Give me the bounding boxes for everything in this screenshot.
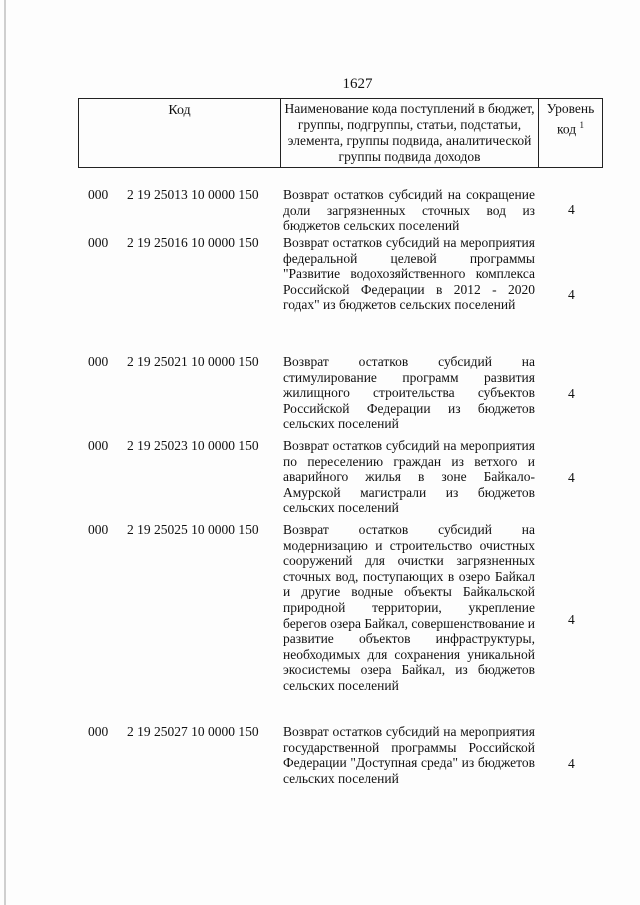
row-code: 2 19 25025 10 0000 150: [127, 522, 259, 537]
row-code: 2 19 25016 10 0000 150: [127, 235, 259, 250]
header-code: Код: [79, 99, 281, 167]
row-description: Возврат остатков субсидий на модернизацию и строительство очистных сооружений для очистки загрязненных сточных вод, поступающих в озеро Байкал и другие водные объекты Байкальской природной территории, укрепление берегов озера Байкал, совершенствование и развитие объектов инфраструктуры, необходимых для сохранения уникальной экосистемы озера Байкал, из бюджетов сельских поселений: [283, 522, 535, 693]
row-description: Возврат остатков субсидий на мероприятия государственной программы Российской Федерации "Доступная среда" из бюджетов сельских поселений: [283, 724, 535, 786]
row-prefix: 000: [88, 522, 109, 537]
row-code: 2 19 25027 10 0000 150: [127, 724, 259, 739]
row-level: 4: [568, 470, 575, 485]
row-description: Возврат остатков субсидий на мероприятия федеральной целевой программы "Развитие водохозяйственного комплекса Российской Федерации в 2012 - 2020 годах" из бюджетов сельских поселений: [283, 235, 535, 313]
row-code: 2 19 25023 10 0000 150: [127, 438, 259, 453]
row-code: 2 19 25013 10 0000 150: [127, 187, 259, 202]
row-description: Возврат остатков субсидий на мероприятия по переселению граждан из ветхого и аварийного жилья в зоне Байкало-Амурской магистрали из бюджетов сельских поселений: [283, 438, 535, 516]
header-level-footnote: 1: [579, 120, 584, 130]
row-prefix: 000: [88, 354, 109, 369]
header-level-label: Уровень код: [546, 101, 595, 137]
row-code: 2 19 25021 10 0000 150: [127, 354, 259, 369]
page-edge: [4, 0, 6, 905]
row-prefix: 000: [88, 187, 109, 202]
row-level: 4: [568, 287, 575, 302]
table-header: [78, 98, 603, 168]
row-level: 4: [568, 386, 575, 401]
row-description: Возврат остатков субсидий на сокращение доли загрязненных сточных вод из бюджетов сельских поселений: [283, 187, 535, 234]
row-prefix: 000: [88, 438, 109, 453]
page-number: 1627: [342, 76, 373, 92]
row-description: Возврат остатков субсидий на стимулирование программ развития жилищного строительства субъектов Российской Федерации из бюджетов сельских поселений: [283, 354, 535, 432]
row-prefix: 000: [88, 724, 109, 739]
row-level: 4: [568, 202, 575, 217]
row-prefix: 000: [88, 235, 109, 250]
header-level: [539, 99, 602, 167]
row-level: 4: [568, 612, 575, 627]
header-name: Наименование кода поступлений в бюджет, группы, подгруппы, статьи, подстатьи, элемента, группы подвида, аналитической группы подвида доходов: [281, 99, 539, 167]
row-level: 4: [568, 756, 575, 771]
